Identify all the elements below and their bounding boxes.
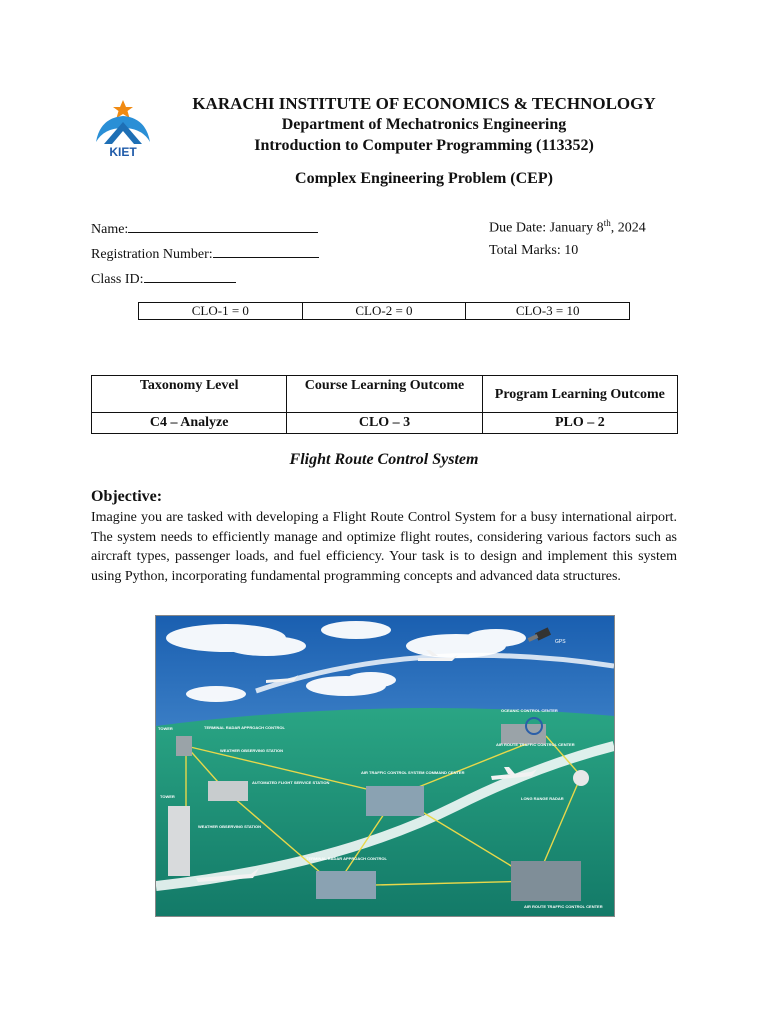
- objective-text: Imagine you are tasked with developing a Flight Route Control System for a busy international airport. The system needs to efficiently manage and optimize flight routes, considering various factors such as aircraft types, passenger loads, and fuel efficiency. Your task is to design and implement this system using Python, incorporating fundamental programming concepts and advanced data structures.: [91, 510, 677, 584]
- registration-blank[interactable]: [213, 243, 319, 258]
- label-tower-2: TOWER: [160, 794, 175, 799]
- assignment-title: Complex Engineering Problem (CEP): [295, 170, 553, 187]
- department-name: Department of Mechatronics Engineering: [281, 116, 567, 133]
- objective-heading: Objective:: [91, 488, 163, 505]
- problem-title: Flight Route Control System: [289, 451, 479, 468]
- plo-header: Program Learning Outcome: [482, 376, 677, 413]
- registration-field: [91, 243, 319, 263]
- label-artcc-2: AIR ROUTE TRAFFIC CONTROL CENTER: [524, 904, 603, 909]
- name-blank[interactable]: [128, 218, 318, 233]
- label-afss: AUTOMATED FLIGHT SERVICE STATION: [252, 780, 330, 785]
- due-date-text: Due Date: January 8: [489, 220, 604, 236]
- clo-1-cell: CLO-1 = 0: [139, 303, 303, 320]
- course-title: Introduction to Computer Programming (113352): [254, 137, 594, 154]
- label-weather-obs-2: WEATHER OBSERVING STATION: [198, 824, 262, 829]
- label-atc-center: AIR TRAFFIC CONTROL SYSTEM COMMAND CENTER: [361, 770, 465, 775]
- clo-3-cell: CLO-3 = 10: [466, 303, 630, 320]
- label-terminal-radar-1: TERMINAL RADAR APPROACH CONTROL: [204, 725, 285, 730]
- clo-value: CLO – 3: [287, 413, 482, 434]
- registration-label: Registration Number:: [91, 247, 213, 262]
- due-date: [489, 218, 646, 237]
- label-artcc-1: AIR ROUTE TRAFFIC CONTROL CENTER: [496, 742, 575, 747]
- clo-table: [138, 302, 630, 320]
- total-marks: Total Marks: 10: [489, 243, 579, 258]
- gps-label: GPS: [555, 639, 566, 645]
- label-tower-1: TOWER: [158, 726, 173, 731]
- clo-2-cell: CLO-2 = 0: [302, 303, 466, 320]
- clo-header: Course Learning Outcome: [287, 376, 482, 413]
- class-id-label: Class ID:: [91, 272, 144, 287]
- label-oceanic: OCEANIC CONTROL CENTER: [501, 708, 558, 713]
- due-date-sup: th: [603, 218, 611, 228]
- label-weather-obs-1: WEATHER OBSERVING STATION: [220, 748, 284, 753]
- taxonomy-header: Taxonomy Level: [92, 376, 287, 413]
- taxonomy-table: [91, 375, 678, 434]
- due-date-year: , 2024: [610, 220, 646, 236]
- label-terminal-radar-2: TERMINAL RADAR APPROACH CONTROL: [306, 856, 387, 861]
- label-long-range: LONG RANGE RADAR: [521, 796, 564, 801]
- flight-control-illustration: [155, 615, 615, 917]
- name-field: [91, 218, 318, 238]
- taxonomy-value: C4 – Analyze: [92, 413, 287, 434]
- institution-name: KARACHI INSTITUTE OF ECONOMICS & TECHNOLOGY: [192, 94, 656, 113]
- class-id-field: [91, 268, 236, 288]
- name-label: Name:: [91, 222, 129, 237]
- plo-value: PLO – 2: [482, 413, 677, 434]
- class-id-blank[interactable]: [144, 268, 236, 283]
- logo-text: KIET: [109, 145, 137, 159]
